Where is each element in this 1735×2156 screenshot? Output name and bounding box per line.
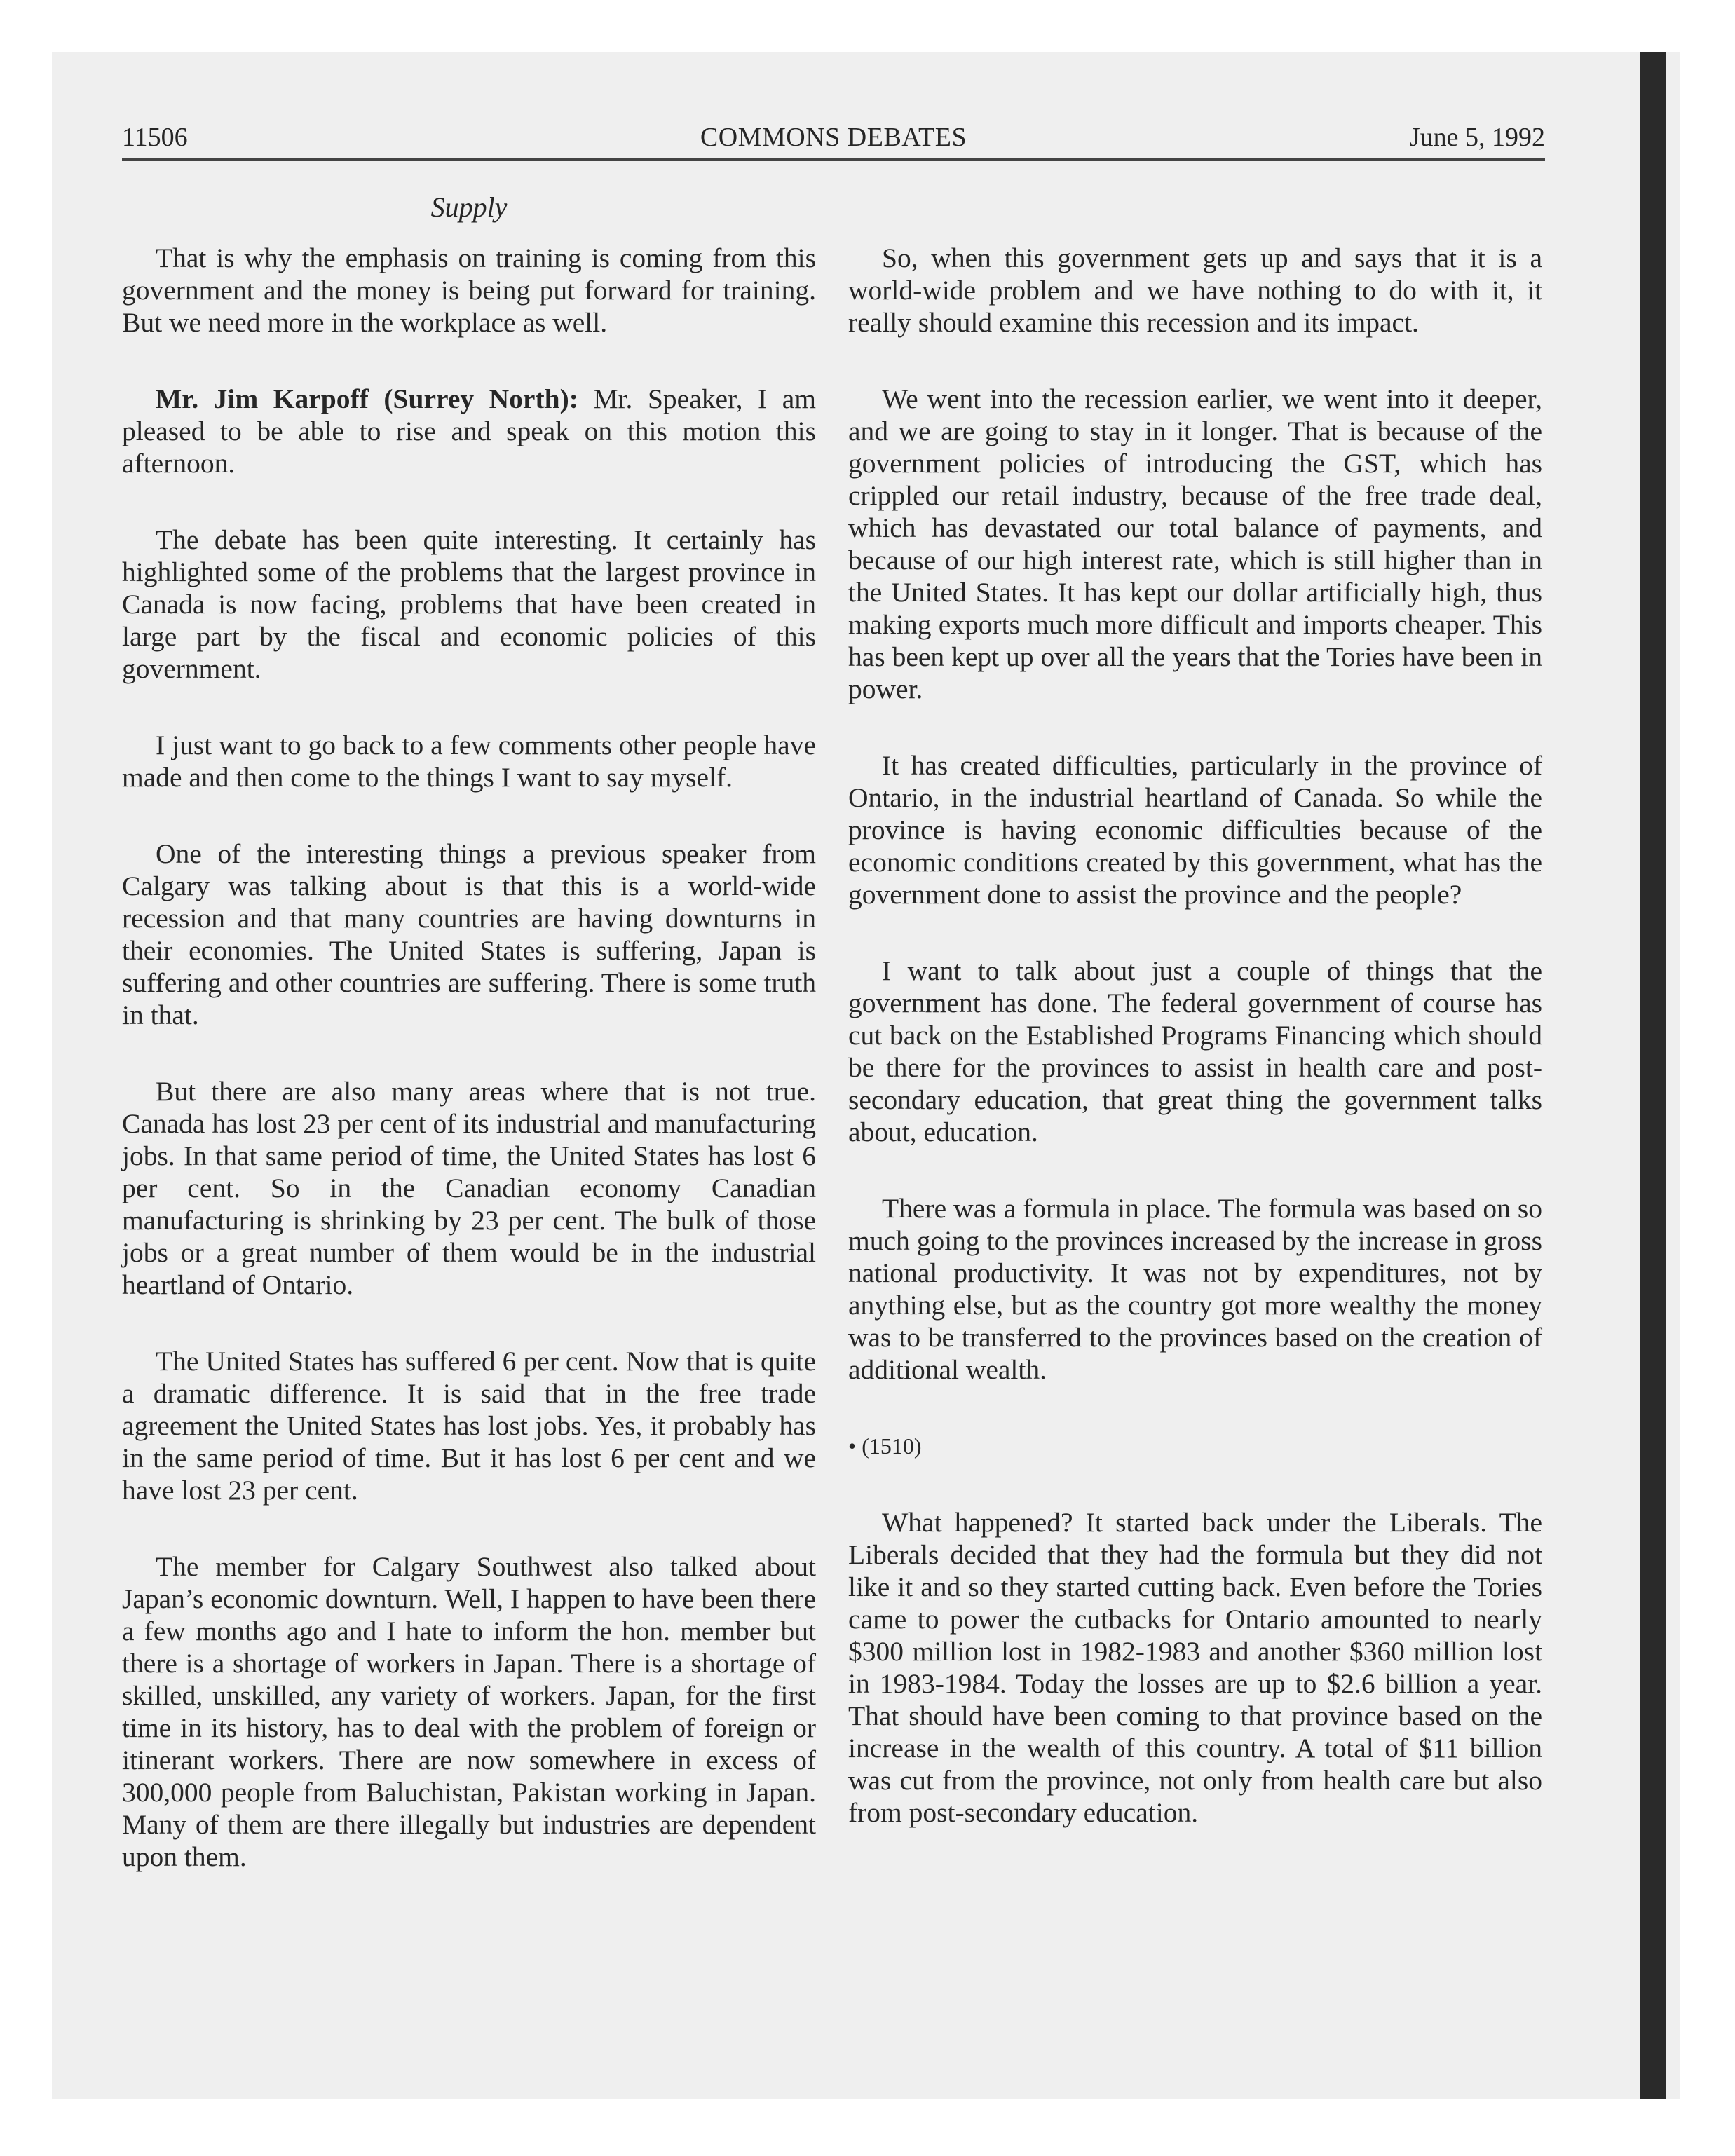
paragraph: What happened? It started back under the Liberals. The Liberals decided that they had the formula but they did not like it and so they started cutting back. Even before the Tories came to power the cutbacks for Ontario amounted to nearly $300 million lost in 1982-1983 and another $360 million lost in 1983-1984. Today the losses are up to $2.6 billion a year. That should have been coming to that province based on the increase in the wealth of this country. A total of $11 billion was cut from the province, not only from health care but also from post-secondary education.: [848, 1507, 1542, 1828]
paragraph-speaker-intro: [122, 383, 816, 479]
publication-title: COMMONS DEBATES: [700, 123, 967, 152]
time-marker: • (1510): [848, 1433, 922, 1459]
paragraph: One of the interesting things a previous speaker from Calgary was talking about is that this is a world-wide recession and that many countries are having downturns in their economies. The United States is suffering, Japan is suffering and other countries are suffering. There is some truth in that.: [122, 838, 816, 1030]
paragraph: That is why the emphasis on training is coming from this government and the money is being put forward for training. But we need more in the workplace as well.: [122, 243, 816, 338]
left-column: [122, 242, 816, 1917]
paragraph: I want to talk about just a couple of things that the government has done. The federal government of course has cut back on the Established Programs Financing which should be there for the provinces to assist in health care and post-secondary education, that great thing the government talks about, education.: [848, 955, 1542, 1147]
paragraph: It has created difficulties, particularly in the province of Ontario, in the industrial heartland of Canada. So while the province is having economic difficulties because of the economic conditions created by this government, what has the government done to assist the province and the people?: [848, 750, 1542, 910]
speaker-text: Mr. Speaker, I am pleased to be able to rise and speak on this motion this afternoon.: [122, 383, 816, 479]
paragraph: The debate has been quite interesting. It certainly has highlighted some of the problems that the largest province in Canada is now facing, problems that have been created in large part by the fiscal and economic policies of this government.: [122, 524, 816, 684]
header-rule: [122, 158, 1545, 161]
right-column: [848, 242, 1542, 1873]
page-number: 11506: [122, 123, 188, 152]
paragraph: We went into the recession earlier, we went into it deeper, and we are going to stay in it longer. That is because of the government policies of introducing the GST, which has crippled our retail industry, because of the free trade deal, which has devastated our total balance of payments, and because of our high interest rate, which is still higher than in the United States. It has kept our dollar artificially high, thus making exports much more difficult and imports cheaper. This has been kept up over all the years that the Tories have been in power.: [848, 383, 1542, 704]
paragraph: The United States has suffered 6 per cent. Now that is quite a dramatic difference. It is said that in the free trade agreement the United States has lost jobs. Yes, it probably has in the same period of time. But it has lost 6 per cent and we have lost 23 per cent.: [122, 1346, 816, 1506]
paragraph: But there are also many areas where that is not true. Canada has lost 23 per cent of its industrial and manufacturing jobs. In that same period of time, the United States has lost 6 per cent. So in the Canadian economy Canadian manufacturing is shrinking by 23 per cent. The bulk of those jobs or a great number of them would be in the industrial heartland of Ontario.: [122, 1076, 816, 1300]
section-title: Supply: [430, 191, 508, 223]
paragraph: The member for Calgary Southwest also talked about Japan’s economic downturn. Well, I happen to have been there a few months ago and I hate to inform the hon. member but there is a shortage of workers in Japan. There is a shortage of skilled, unskilled, any variety of workers. Japan, for the first time in its history, has to deal with the problem of foreign or itinerant workers. There are now somewhere in excess of 300,000 people from Baluchistan, Pakistan working in Japan. Many of them are there illegally but industries are dependent upon them.: [122, 1551, 816, 1872]
paragraph: I just want to go back to a few comments other people have made and then come to the things I want to say myself.: [122, 730, 816, 793]
speaker-name: Mr. Jim Karpoff (Surrey North):: [156, 383, 578, 414]
paragraph: There was a formula in place. The formula was based on so much going to the provinces increased by the increase in gross national productivity. It was not by expenditures, not by anything else, but as the country got more wealthy the money was to be transferred to the provinces based on the creation of additional wealth.: [848, 1193, 1542, 1385]
scan-edge-shadow: [1640, 52, 1666, 2099]
paragraph: So, when this government gets up and says that it is a world-wide problem and we have nothing to do with it, it really should examine this recession and its impact.: [848, 243, 1542, 338]
publication-date: June 5, 1992: [1409, 123, 1545, 152]
page-header: [122, 116, 1545, 158]
